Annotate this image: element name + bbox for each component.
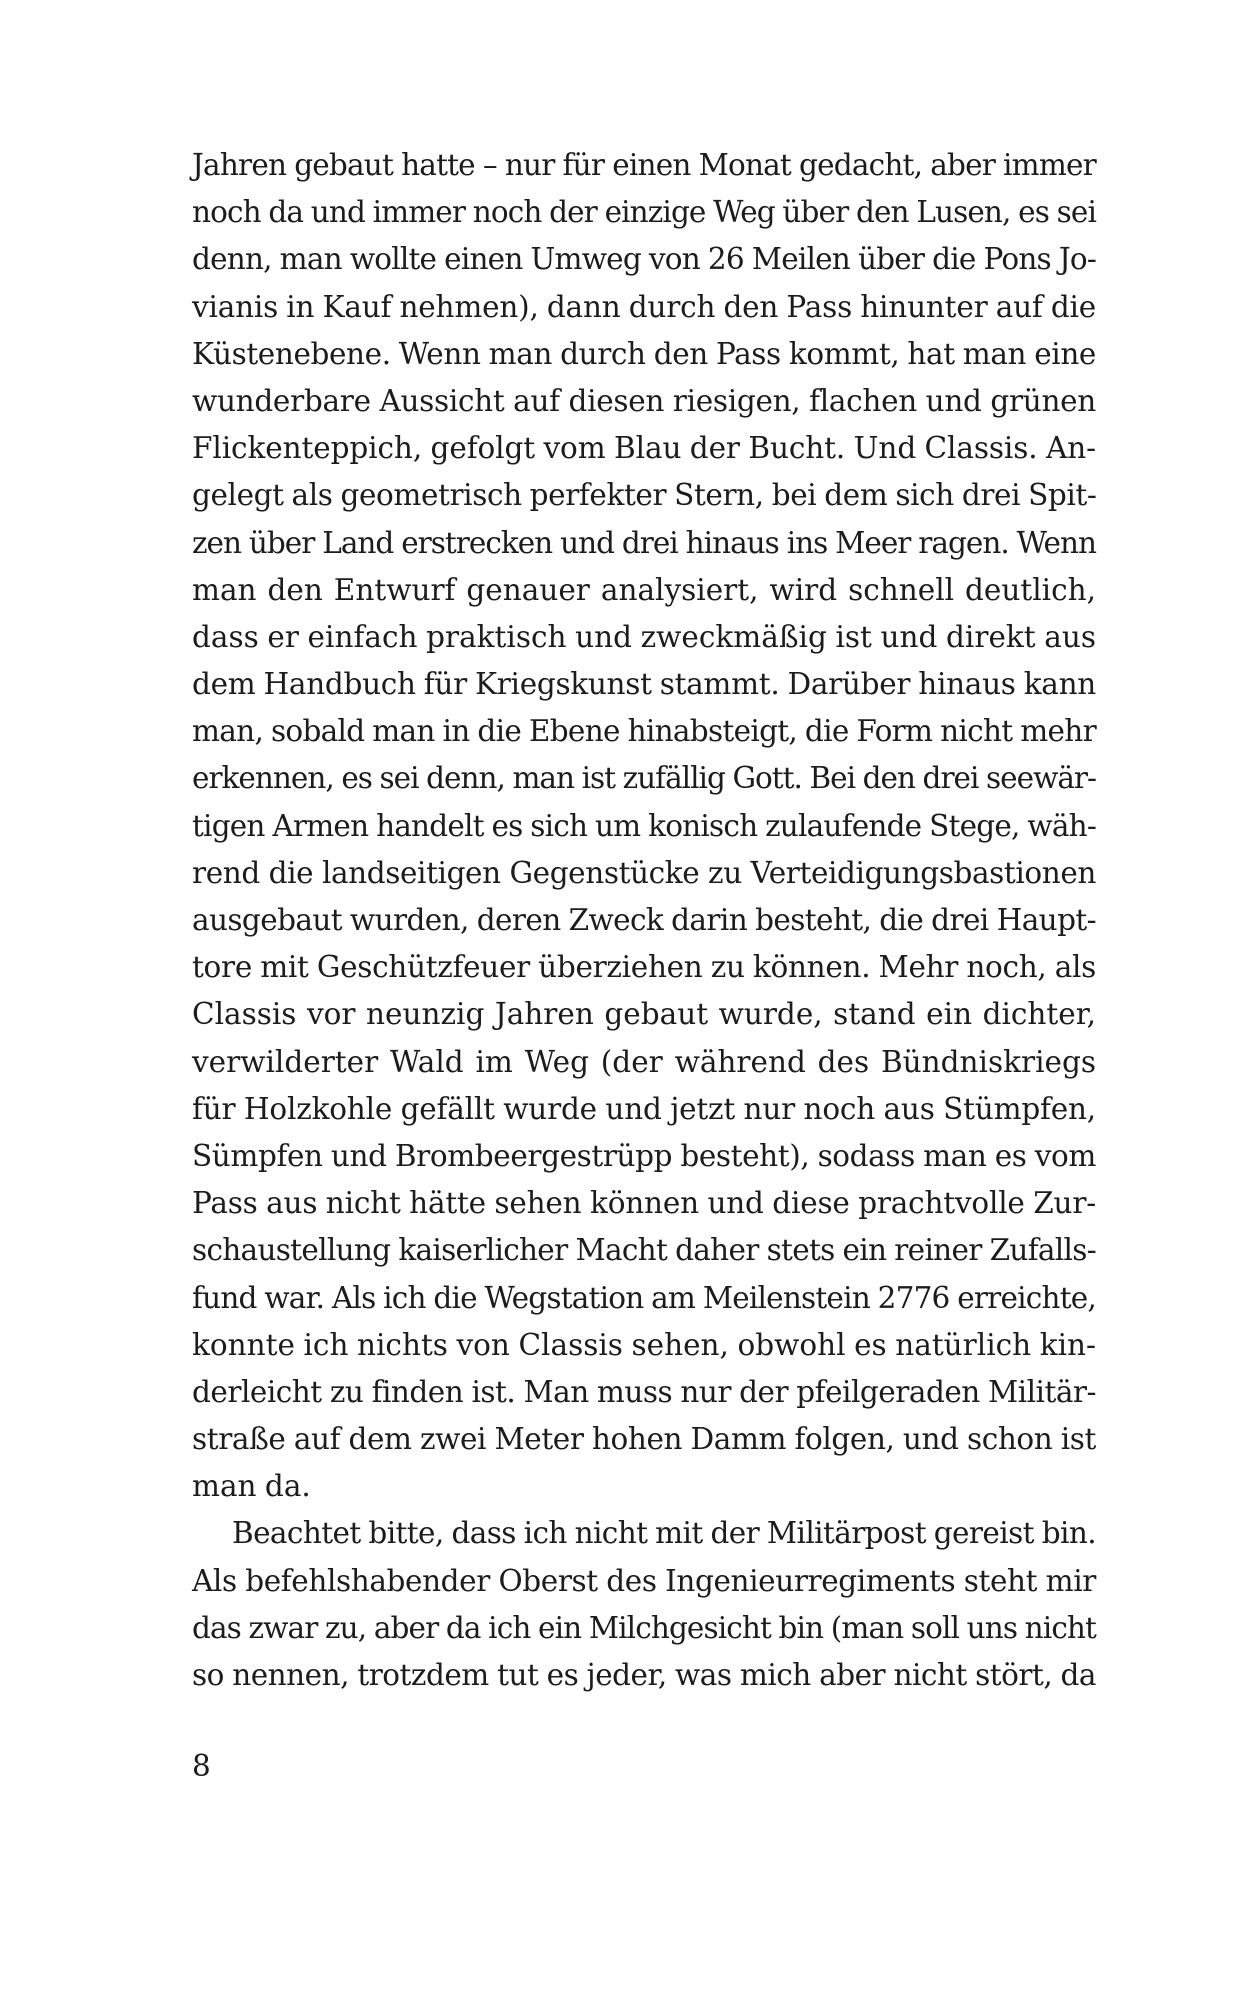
text-line: erkennen, es sei denn, man ist zufällig Gott. Bei den drei seewär- bbox=[192, 761, 1096, 796]
text-line: Jahren gebaut hatte – nur für einen Monat gedacht, aber immer bbox=[192, 148, 1096, 182]
text-line: derleicht zu finden ist. Man muss nur der pfeilgeraden Militär- bbox=[192, 1374, 1096, 1409]
text-line: schaustellung kaiserlicher Macht daher stets ein reiner Zufalls- bbox=[192, 1233, 1096, 1268]
text-line: für Holzkohle gefällt wurde und jetzt nur noch aus Stümpfen, bbox=[192, 1091, 1096, 1126]
text-line: Küstenebene. Wenn man durch den Pass kommt, hat man eine bbox=[192, 336, 1096, 371]
text-line: man, sobald man in die Ebene hinabsteigt, die Form nicht mehr bbox=[192, 714, 1096, 749]
text-line: wunderbare Aussicht auf diesen riesigen, flachen und grünen bbox=[192, 383, 1096, 418]
paragraph-2 bbox=[192, 1510, 1096, 1699]
text-line: dem Handbuch für Kriegskunst stammt. Darüber hinaus kann bbox=[192, 667, 1096, 702]
text-line: das zwar zu, aber da ich ein Milchgesicht bin (man soll uns nicht bbox=[192, 1610, 1096, 1645]
text-line: Beachtet bitte, dass ich nicht mit der Militärpost gereist bin. bbox=[232, 1516, 1096, 1551]
text-line: gelegt als geometrisch perfekter Stern, bei dem sich drei Spit- bbox=[192, 478, 1097, 513]
paragraph-1 bbox=[192, 142, 1096, 1510]
text-line: ausgebaut wurden, deren Zweck darin besteht, die drei Haupt- bbox=[192, 903, 1096, 937]
text-line: straße auf dem zwei Meter hohen Damm folgen, und schon ist bbox=[192, 1422, 1096, 1457]
text-line: rend die landseitigen Gegenstücke zu Verteidigungsbastionen bbox=[192, 855, 1096, 890]
text-line: Classis vor neunzig Jahren gebaut wurde, stand ein dichter, bbox=[192, 997, 1096, 1032]
text-line: fund war. Als ich die Wegstation am Meilenstein 2776 erreichte, bbox=[192, 1280, 1096, 1315]
body-text bbox=[192, 142, 1096, 1699]
text-line: vianis in Kauf nehmen), dann durch den Pass hinunter auf die bbox=[192, 289, 1096, 324]
text-line: tigen Armen handelt es sich um konisch zulaufende Stege, wäh- bbox=[192, 808, 1096, 843]
text-line: verwilderter Wald im Weg (der während des Bündniskriegs bbox=[192, 1044, 1096, 1079]
text-line: dass er einfach praktisch und zweckmäßig ist und direkt aus bbox=[192, 619, 1096, 654]
page-number: 8 bbox=[192, 1749, 211, 1783]
text-line: Pass aus nicht hätte sehen können und diese prachtvolle Zur- bbox=[192, 1186, 1096, 1221]
text-line: zen über Land erstrecken und drei hinaus ins Meer ragen. Wenn bbox=[192, 525, 1096, 560]
text-line: so nennen, trotzdem tut es jeder, was mich aber nicht stört, da bbox=[192, 1658, 1096, 1692]
text-line: denn, man wollte einen Umweg von 26 Meilen über die Pons Jo- bbox=[192, 242, 1096, 277]
text-line: man da. bbox=[192, 1469, 311, 1504]
text-line: Flickenteppich, gefolgt vom Blau der Bucht. Und Classis. An- bbox=[192, 431, 1096, 466]
text-line: noch da und immer noch der einzige Weg über den Lusen, es sei bbox=[192, 195, 1096, 230]
text-line: man den Entwurf genauer analysiert, wird schnell deutlich, bbox=[192, 572, 1096, 607]
text-line: Sümpfen und Brombeergestrüpp besteht), sodass man es vom bbox=[192, 1138, 1096, 1173]
text-line: konnte ich nichts von Classis sehen, obwohl es natürlich kin- bbox=[192, 1327, 1096, 1362]
text-line: tore mit Geschützfeuer überziehen zu können. Mehr noch, als bbox=[192, 950, 1096, 985]
text-line: Als befehlshabender Oberst des Ingenieurregiments steht mir bbox=[192, 1563, 1096, 1598]
